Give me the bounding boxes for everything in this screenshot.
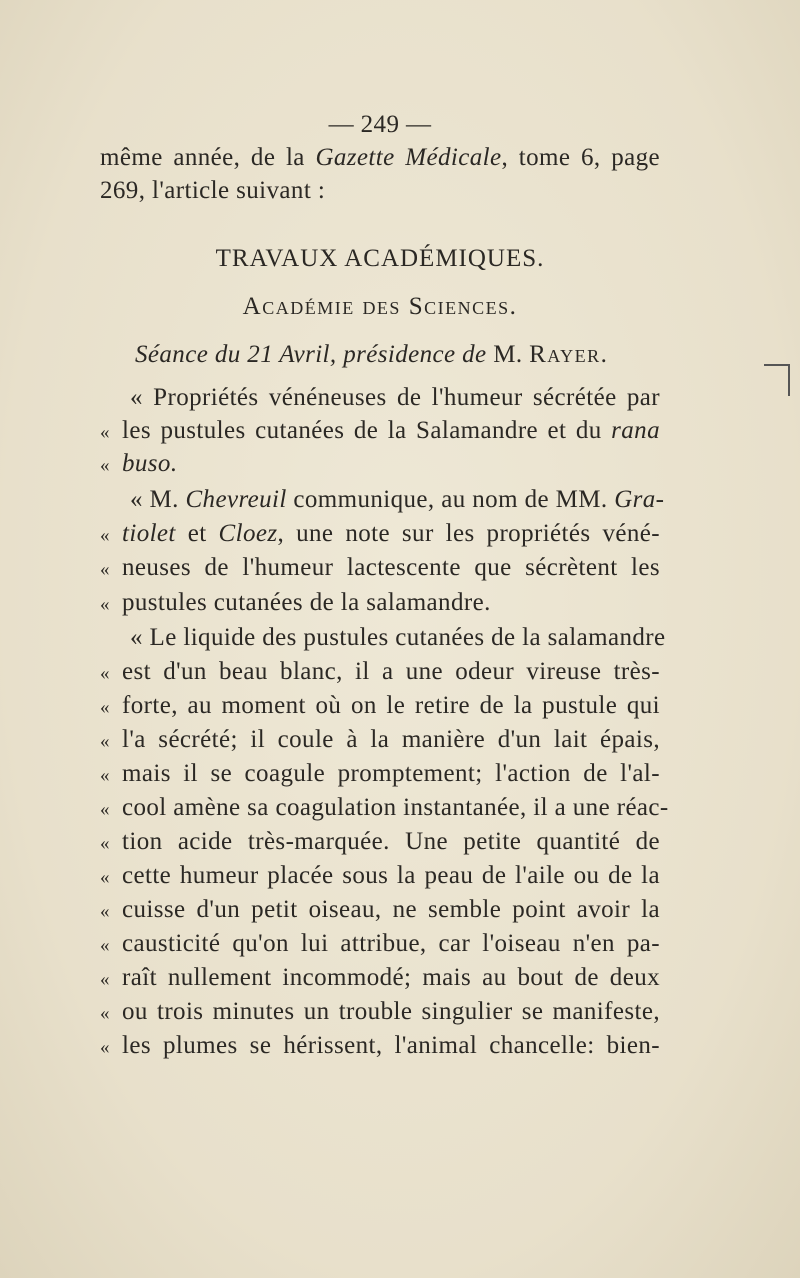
text-span: TRAVAUX ACADÉMIQUES. (215, 245, 545, 272)
quote-mark: « (100, 799, 110, 820)
text-line (100, 997, 660, 1029)
text-span: raît nullement incommodé; mais au bout de deux (122, 964, 660, 991)
text-span: , tome 6, page (501, 144, 661, 171)
text-span: est d'un beau blanc, il a une odeur vireuse très- (122, 658, 660, 685)
text-line (100, 725, 660, 757)
italic-text: Gra- (614, 486, 665, 513)
text-line (100, 929, 660, 961)
text-line (100, 588, 660, 620)
quote-mark: « (100, 1037, 110, 1058)
text-line (100, 416, 660, 448)
text-line (100, 176, 660, 206)
text-span: l'a sécrété; il coule à la manière d'un lait épais, (122, 726, 660, 753)
text-line (100, 827, 660, 859)
text-span: ou trois minutes un trouble singulier se manifeste, (122, 998, 660, 1025)
quote-mark: « (100, 765, 110, 786)
italic-text: tiolet (122, 520, 176, 547)
text-span: neuses de l'humeur lactescente que sécrètent les (122, 554, 660, 581)
text-line (100, 759, 660, 791)
text-line (100, 623, 666, 653)
quote-mark: « (100, 901, 110, 922)
italic-text: rana (611, 417, 660, 444)
italic-text: Séance du 21 Avril, présidence de (135, 341, 494, 368)
quote-mark: « (100, 455, 110, 476)
text-line (100, 485, 665, 515)
quote-mark: « (100, 731, 110, 752)
text-span: tion acide très-marquée. Une petite quantité de (122, 828, 660, 855)
text-line (100, 519, 660, 551)
text-span: Académie des Sciences. (242, 293, 518, 320)
text-span: M. (493, 341, 530, 368)
text-span: pustules cutanées de la salamandre. (122, 589, 491, 616)
text-span: , une note sur les propriétés véné- (277, 520, 660, 547)
session-heading (135, 340, 695, 370)
text-span: « Le liquide des pustules cutanées de la salamandre (130, 624, 666, 651)
text-span: cool amène sa coagulation instantanée, il a une réac- (122, 794, 669, 821)
quote-mark: « (100, 935, 110, 956)
text-span: 269, l'article suivant : (100, 177, 326, 204)
quote-mark: « (100, 833, 110, 854)
text-span: forte, au moment où on le retire de la pustule qui (122, 692, 660, 719)
text-line (100, 657, 660, 689)
subheading-academy (60, 292, 700, 322)
quote-mark: « (100, 663, 110, 684)
text-span: causticité qu'on lui attribue, car l'oiseau n'en pa- (122, 930, 660, 957)
text-span: les plumes se hérissent, l'animal chancelle: bien- (122, 1032, 660, 1059)
text-span: et (175, 520, 219, 547)
text-span: « Propriétés vénéneuses de l'humeur sécrétée par (130, 384, 660, 411)
text-line (100, 553, 660, 585)
italic-text: buso. (122, 450, 178, 477)
text-span: mais il se coagule promptement; l'action de l'al- (122, 760, 660, 787)
italic-text: Cloez (218, 520, 278, 547)
text-span: même année, de la (100, 144, 316, 171)
section-heading (60, 244, 700, 274)
text-line (100, 449, 660, 481)
italic-text: Gazette Médicale (315, 144, 502, 171)
quote-mark: « (100, 867, 110, 888)
quote-mark: « (100, 594, 110, 615)
text-line (100, 895, 660, 927)
text-line (100, 691, 660, 723)
text-span: cette humeur placée sous la peau de l'aile ou de la (122, 862, 660, 889)
text-line (100, 1031, 660, 1063)
text-span: cuisse d'un petit oiseau, ne semble point avoir la (122, 896, 660, 923)
italic-text: Chevreuil (185, 486, 287, 513)
margin-mark (764, 364, 790, 396)
text-line (100, 143, 660, 173)
quote-mark: « (100, 422, 110, 443)
small-caps-text: Rayer. (529, 341, 609, 368)
quote-mark: « (100, 559, 110, 580)
quote-mark: « (100, 697, 110, 718)
page-number: — 249 — (328, 111, 432, 138)
quote-mark: « (100, 525, 110, 546)
text-line (100, 963, 660, 995)
text-line (100, 383, 660, 413)
text-span: communique, au nom de MM. (286, 486, 615, 513)
quote-mark: « (100, 969, 110, 990)
text-span: « M. (130, 486, 186, 513)
quote-mark: « (100, 1003, 110, 1024)
text-span: les pustules cutanées de la Salamandre et du (122, 417, 612, 444)
text-line (100, 793, 669, 825)
text-line (100, 861, 660, 893)
